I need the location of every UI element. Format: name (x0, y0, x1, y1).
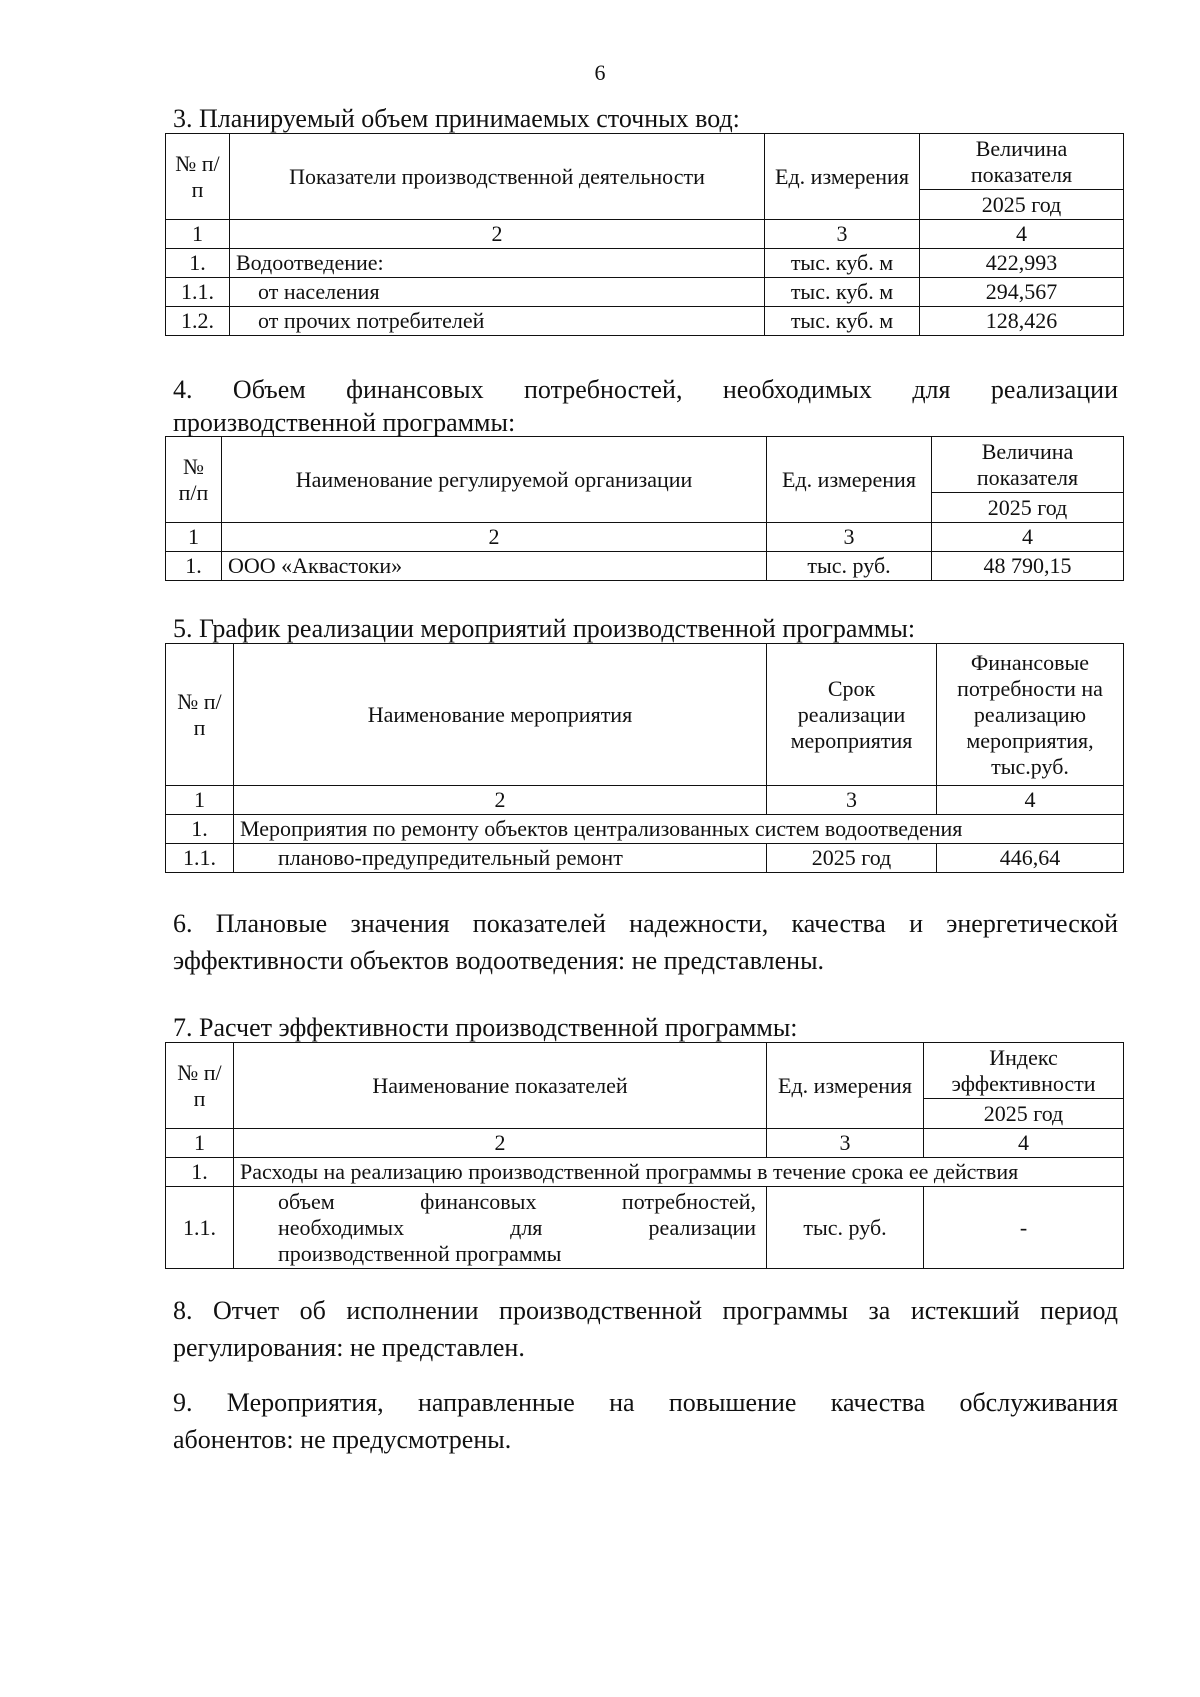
sewage-volume-table (165, 133, 1124, 336)
header-unit: Ед. измерения (767, 1043, 924, 1129)
col-number: 1 (166, 523, 222, 552)
section4-title-line1: 4. Объем финансовых потребностей, необходимых для реализации (173, 375, 1118, 404)
section6-line2: эффективности объектов водоотведения: не представлены. (173, 946, 825, 975)
header-indicator: Показатели производственной деятельности (230, 134, 765, 220)
row-unit: тыс. куб. м (765, 278, 920, 307)
row-num: 1. (166, 249, 230, 278)
section4-title (173, 373, 1118, 439)
col-number: 2 (222, 523, 767, 552)
row-name: планово-предупредительный ремонт (234, 844, 767, 873)
section8-text (173, 1292, 1118, 1366)
row-name: от населения (230, 278, 765, 307)
col-number: 2 (234, 1129, 767, 1158)
events-schedule-table (165, 643, 1124, 873)
col-number: 2 (234, 786, 767, 815)
table-row (166, 844, 1124, 873)
row-unit: тыс. куб. м (765, 249, 920, 278)
row-name-line3: производственной программы (278, 1240, 562, 1266)
row-num: 1.1. (166, 844, 234, 873)
row-value: 422,993 (920, 249, 1124, 278)
col-number: 3 (765, 220, 920, 249)
row-num: 1.2. (166, 307, 230, 336)
row-name: ООО «Аквастоки» (222, 552, 767, 581)
section4-title-line2: производственной программы: (173, 408, 516, 437)
table-row (166, 278, 1124, 307)
header-indicator: Наименование показателей (234, 1043, 767, 1129)
row-name: Водоотведение: (230, 249, 765, 278)
row-unit: тыс. куб. м (765, 307, 920, 336)
col-number: 4 (920, 220, 1124, 249)
group-name: Мероприятия по ремонту объектов централизованных систем водоотведения (234, 815, 1124, 844)
table-row (166, 1158, 1124, 1187)
group-num: 1. (166, 1158, 234, 1187)
section8-line1: 8. Отчет об исполнении производственной программы за истекший период (173, 1296, 1118, 1325)
section6-text (173, 905, 1118, 979)
section9-line2: абонентов: не предусмотрены. (173, 1425, 512, 1454)
header-index: Индекс эффективности (924, 1043, 1124, 1099)
col-number: 3 (767, 786, 937, 815)
section9-text (173, 1384, 1118, 1458)
section7-title: 7. Расчет эффективности производственной программы: (173, 1013, 798, 1042)
row-name: от прочих потребителей (230, 307, 765, 336)
row-name-line1: объем финансовых потребностей, (278, 1188, 756, 1214)
row-value: 446,64 (937, 844, 1124, 873)
section5-title: 5. График реализации мероприятий производственной программы: (173, 614, 916, 643)
row-num: 1.1. (166, 278, 230, 307)
col-number: 1 (166, 1129, 234, 1158)
header-year: 2025 год (924, 1099, 1124, 1129)
header-term: Срок реализации мероприятия (767, 644, 937, 786)
table-row (166, 249, 1124, 278)
group-name: Расходы на реализацию производственной программы в течение срока ее действия (234, 1158, 1124, 1187)
row-unit: тыс. руб. (767, 552, 932, 581)
col-number: 4 (937, 786, 1124, 815)
header-event: Наименование мероприятия (234, 644, 767, 786)
row-value: 128,426 (920, 307, 1124, 336)
col-number: 1 (166, 786, 234, 815)
row-num: 1. (166, 552, 222, 581)
col-number: 3 (767, 1129, 924, 1158)
section3-title: 3. Планируемый объем принимаемых сточных вод: (173, 104, 740, 133)
header-value: Величина показателя (920, 134, 1124, 190)
row-term: 2025 год (767, 844, 937, 873)
efficiency-table (165, 1042, 1124, 1269)
row-num: 1.1. (166, 1187, 234, 1269)
header-unit: Ед. измерения (767, 437, 932, 523)
header-num: № п/п (166, 644, 234, 786)
row-value: 48 790,15 (932, 552, 1124, 581)
section6-line1: 6. Плановые значения показателей надежности, качества и энергетической (173, 909, 1118, 938)
row-value: 294,567 (920, 278, 1124, 307)
table-row (166, 1187, 1124, 1269)
row-name (234, 1187, 767, 1269)
financial-needs-table (165, 436, 1124, 581)
section8-line2: регулирования: не представлен. (173, 1333, 525, 1362)
row-unit: тыс. руб. (767, 1187, 924, 1269)
page-number: 6 (594, 60, 606, 85)
header-year: 2025 год (920, 190, 1124, 220)
header-value: Величина показателя (932, 437, 1124, 493)
row-name-line2: необходимых для реализации (278, 1214, 756, 1240)
table-row (166, 307, 1124, 336)
table-row (166, 552, 1124, 581)
col-number: 1 (166, 220, 230, 249)
header-num: № п/п (166, 437, 222, 523)
table-row (166, 815, 1124, 844)
section9-line1: 9. Мероприятия, направленные на повышение качества обслуживания (173, 1388, 1118, 1417)
header-org: Наименование регулируемой организации (222, 437, 767, 523)
header-finance: Финансовые потребности на реализацию мероприятия, тыс.руб. (937, 644, 1124, 786)
col-number: 3 (767, 523, 932, 552)
header-unit: Ед. измерения (765, 134, 920, 220)
header-num: № п/п (166, 134, 230, 220)
col-number: 2 (230, 220, 765, 249)
header-num: № п/п (166, 1043, 234, 1129)
group-num: 1. (166, 815, 234, 844)
col-number: 4 (924, 1129, 1124, 1158)
header-year: 2025 год (932, 493, 1124, 523)
col-number: 4 (932, 523, 1124, 552)
row-value: - (924, 1187, 1124, 1269)
